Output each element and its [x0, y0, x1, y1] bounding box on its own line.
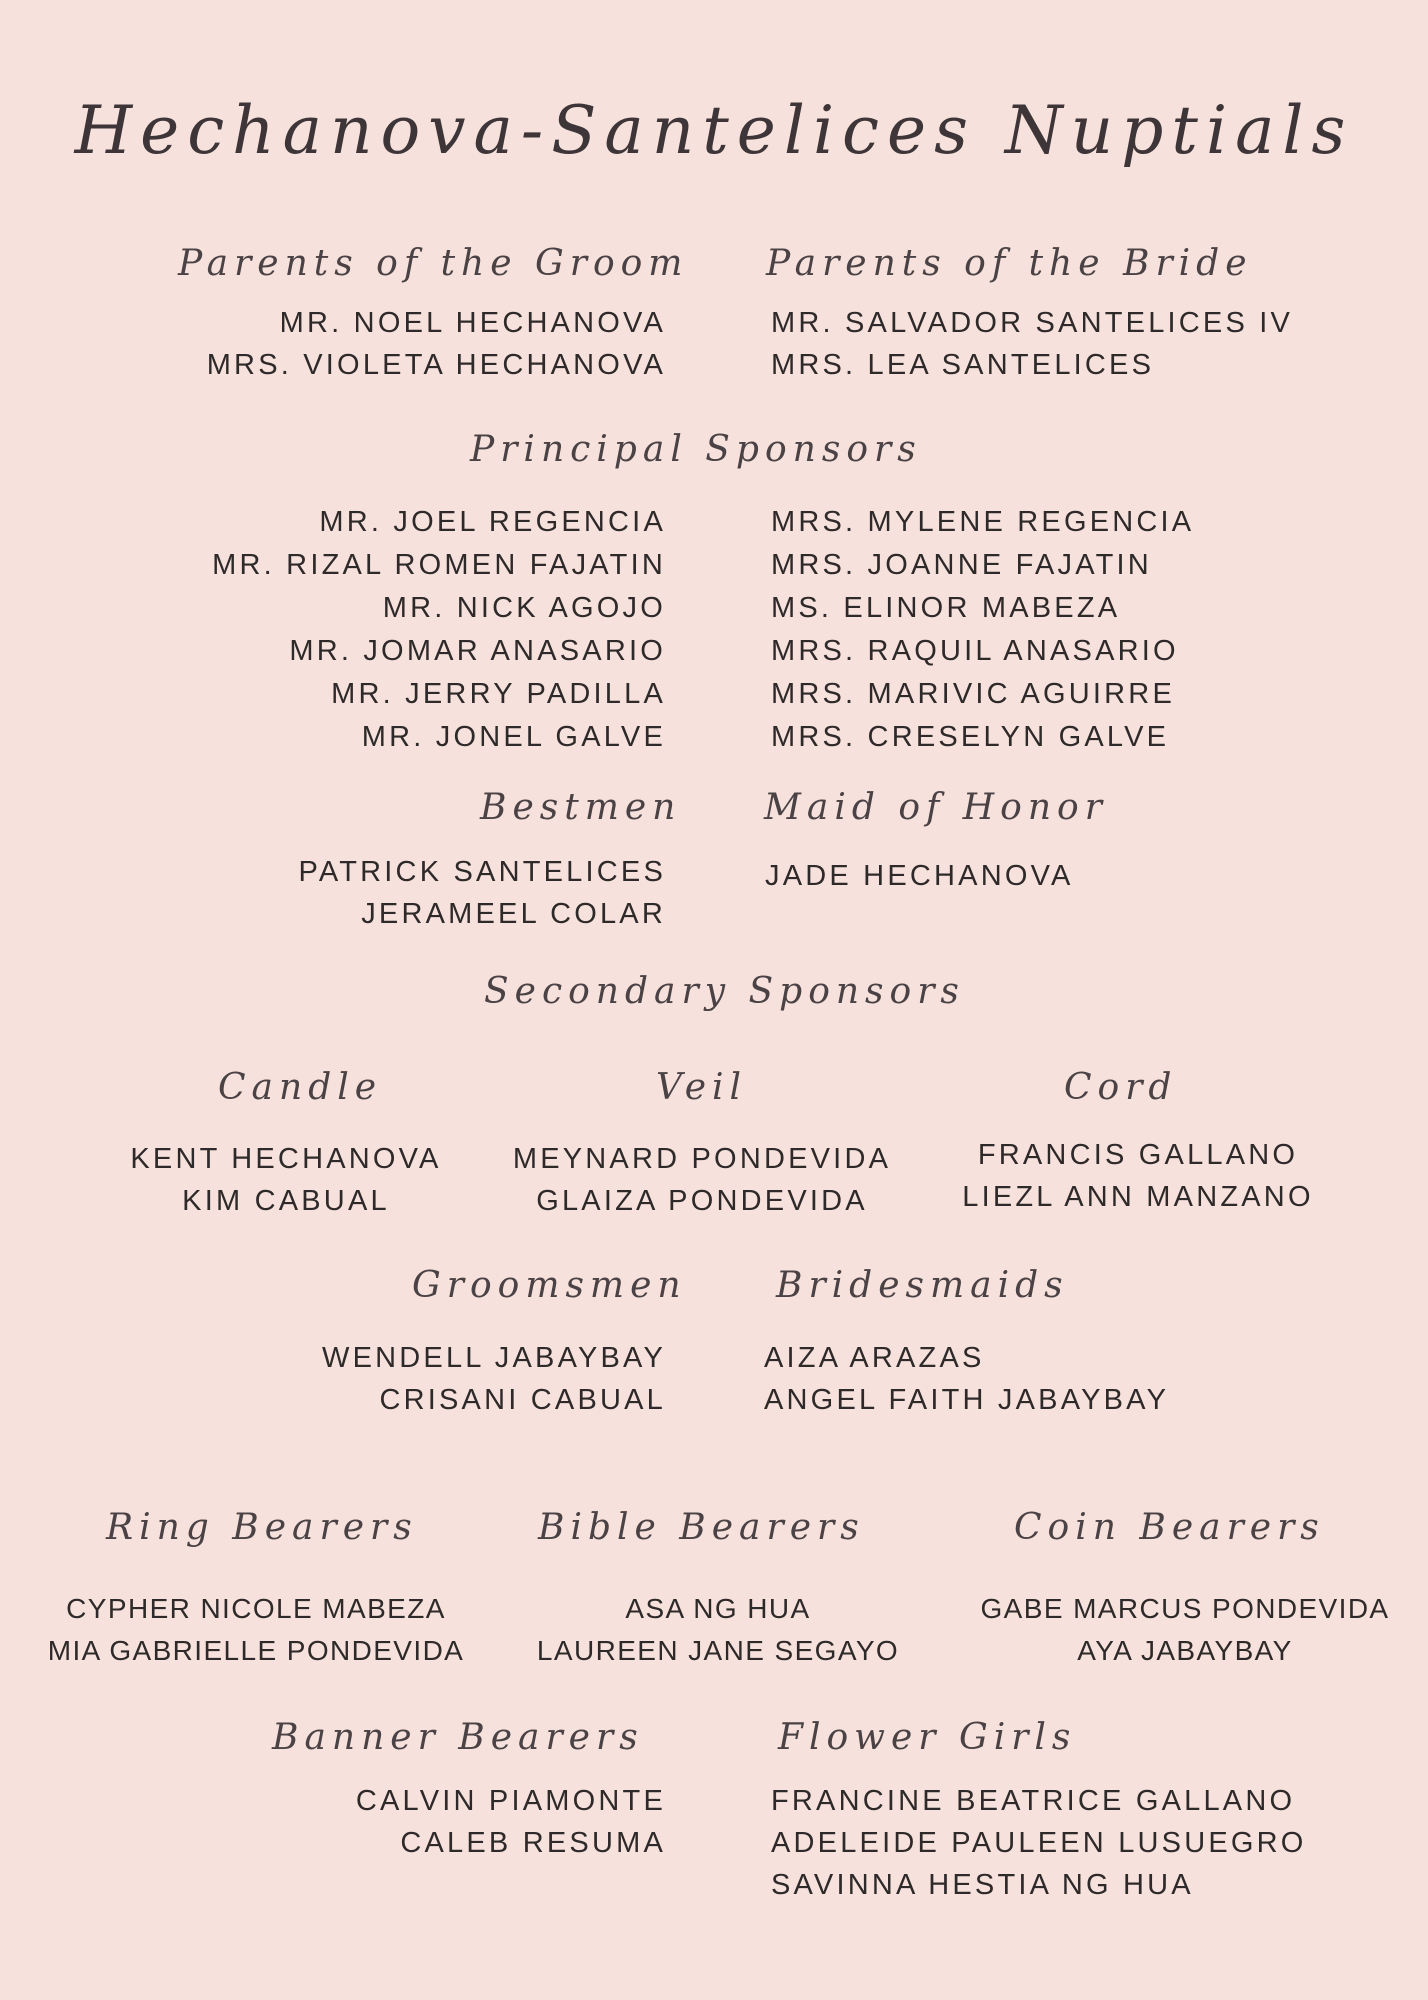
principal-sponsors-heading: Principal Sponsors: [470, 429, 922, 470]
secondary-sponsors-heading: Secondary Sponsors: [484, 971, 965, 1012]
name-line: MRS. MARIVIC AGUIRRE: [771, 678, 1175, 710]
maid-of-honor-heading: Maid of Honor: [764, 787, 1108, 828]
name-line: MRS. CRESELYN GALVE: [771, 721, 1170, 753]
parents-bride-names: [771, 302, 1293, 386]
name-line: MR. JOMAR ANASARIO: [289, 635, 666, 667]
candle-heading: Candle: [218, 1067, 383, 1108]
name-line: JERAMEEL COLAR: [361, 898, 666, 930]
bestmen-names: [120, 851, 666, 935]
bestmen-heading: Bestmen: [480, 787, 682, 828]
name-line: WENDELL JABAYBAY: [322, 1342, 666, 1374]
banner-bearers-heading: Banner Bearers: [272, 1717, 644, 1758]
banner-bearers-names: [120, 1780, 666, 1864]
parents-groom-names: [120, 302, 666, 386]
cord-names: [930, 1134, 1346, 1218]
name-line: MRS. RAQUIL ANASARIO: [771, 635, 1179, 667]
name-line: MRS. LEA SANTELICES: [771, 349, 1155, 381]
name-line: LIEZL ANN MANZANO: [962, 1181, 1314, 1213]
name-line: MR. SALVADOR SANTELICES IV: [771, 307, 1294, 339]
name-line: KENT HECHANOVA: [130, 1143, 442, 1175]
name-line: CALVIN PIAMONTE: [355, 1785, 666, 1817]
page-title: Hechanova-Santelices Nuptials: [74, 92, 1354, 169]
name-line: CRISANI CABUAL: [379, 1384, 666, 1416]
name-line: JADE HECHANOVA: [765, 860, 1074, 892]
name-line: MS. ELINOR MABEZA: [771, 592, 1121, 624]
name-line: MIA GABRIELLE PONDEVIDA: [47, 1635, 465, 1666]
name-line: GABE MARCUS PONDEVIDA: [980, 1593, 1390, 1624]
name-line: AIZA ARAZAS: [764, 1342, 985, 1374]
coin-bearers-names: [960, 1588, 1410, 1672]
principal-sponsors-women: [771, 501, 1194, 759]
veil-names: [492, 1138, 912, 1222]
principal-sponsors-men: [120, 501, 666, 759]
name-line: ANGEL FAITH JABAYBAY: [764, 1384, 1170, 1416]
name-line: AYA JABAYBAY: [1077, 1635, 1293, 1666]
maid-of-honor-names: [765, 855, 1074, 897]
bridesmaids-heading: Bridesmaids: [776, 1265, 1069, 1306]
name-line: ADELEIDE PAULEEN LUSUEGRO: [771, 1827, 1307, 1859]
bible-bearers-heading: Bible Bearers: [538, 1507, 865, 1548]
name-line: MR. JOEL REGENCIA: [319, 506, 666, 538]
ring-bearers-heading: Ring Bearers: [106, 1507, 418, 1548]
bible-bearers-names: [508, 1588, 928, 1672]
name-line: FRANCIS GALLANO: [977, 1139, 1299, 1171]
groomsmen-names: [120, 1337, 666, 1421]
name-line: MR. JERRY PADILLA: [331, 678, 666, 710]
candle-names: [86, 1138, 486, 1222]
name-line: MR. NOEL HECHANOVA: [279, 307, 666, 339]
name-line: ASA NG HUA: [625, 1593, 811, 1624]
name-line: CYPHER NICOLE MABEZA: [66, 1593, 446, 1624]
bridesmaids-names: [764, 1337, 1169, 1421]
name-line: MRS. MYLENE REGENCIA: [771, 506, 1195, 538]
name-line: PATRICK SANTELICES: [298, 856, 666, 888]
name-line: MR. JONEL GALVE: [361, 721, 666, 753]
name-line: MRS. VIOLETA HECHANOVA: [206, 349, 666, 381]
flower-girls-names: [771, 1780, 1307, 1906]
name-line: MRS. JOANNE FAJATIN: [771, 549, 1152, 581]
ring-bearers-names: [16, 1588, 496, 1672]
groomsmen-heading: Groomsmen: [412, 1265, 687, 1306]
name-line: MR. RIZAL ROMEN FAJATIN: [212, 549, 666, 581]
name-line: CALEB RESUMA: [400, 1827, 666, 1859]
flower-girls-heading: Flower Girls: [778, 1717, 1077, 1758]
name-line: FRANCINE BEATRICE GALLANO: [771, 1785, 1296, 1817]
parents-bride-heading: Parents of the Bride: [766, 243, 1253, 284]
name-line: KIM CABUAL: [182, 1185, 390, 1217]
name-line: MR. NICK AGOJO: [382, 592, 666, 624]
parents-groom-heading: Parents of the Groom: [178, 243, 689, 284]
name-line: SAVINNA HESTIA NG HUA: [771, 1869, 1194, 1901]
name-line: GLAIZA PONDEVIDA: [536, 1185, 868, 1217]
name-line: MEYNARD PONDEVIDA: [512, 1143, 892, 1175]
veil-heading: Veil: [656, 1067, 748, 1108]
name-line: LAUREEN JANE SEGAYO: [536, 1635, 900, 1666]
cord-heading: Cord: [1064, 1067, 1178, 1108]
coin-bearers-heading: Coin Bearers: [1014, 1507, 1325, 1548]
